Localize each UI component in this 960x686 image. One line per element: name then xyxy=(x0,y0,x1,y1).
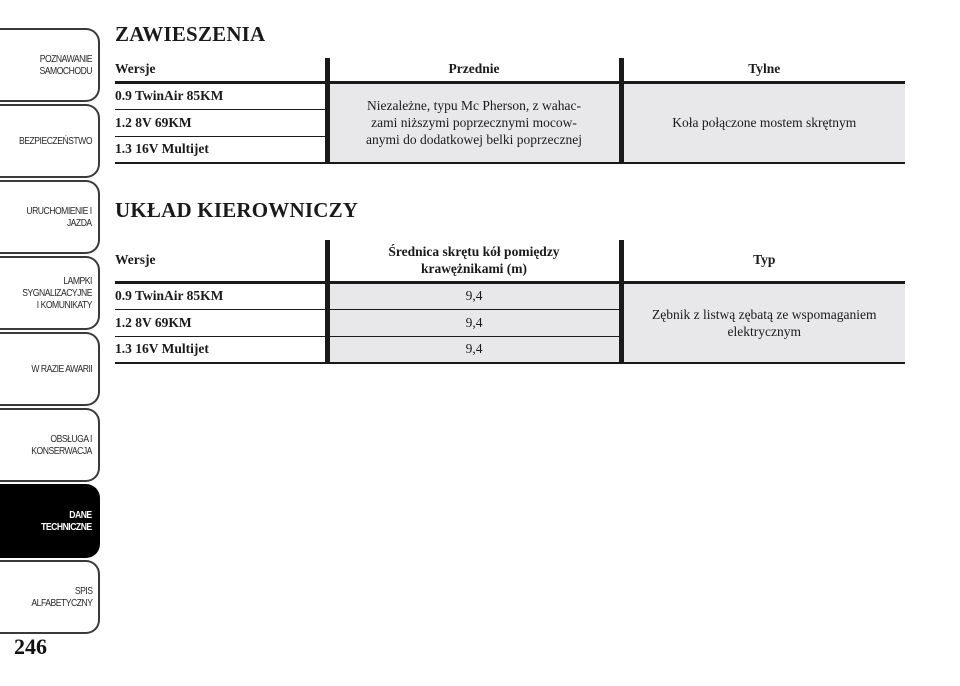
steering-type-cell: Zębnik z listwą zębatą ze wspomaganiem elektrycznym xyxy=(621,282,905,363)
tab-label: OBSŁUGA I KONSERWACJA xyxy=(31,433,92,457)
table-row xyxy=(115,82,905,109)
tab-label: DANE TECHNICZNE xyxy=(41,509,92,533)
tab-label: LAMPKI SYGNALIZACYJNE I KOMUNIKATY xyxy=(22,275,92,311)
header-tylne: Tylne xyxy=(621,58,905,82)
front-suspension-cell: Niezależne, typu Mc Pherson, z wahac- zami niższymi poprzecznymi mocow- anymi do dodatkowej belki poprzecznej xyxy=(327,82,621,163)
steering-table xyxy=(115,240,905,364)
diameter-cell: 9,4 xyxy=(327,309,621,336)
table-header-row xyxy=(115,58,905,82)
header-typ: Typ xyxy=(621,240,905,282)
header-wersje: Wersje xyxy=(115,252,156,268)
table-header-row xyxy=(115,240,905,282)
tab-bezpieczenstwo[interactable] xyxy=(0,104,100,178)
tab-label: BEZPIECZEŃSTWO xyxy=(18,135,92,147)
model-cell: 0.9 TwinAir 85KM xyxy=(115,288,224,303)
model-cell: 0.9 TwinAir 85KM xyxy=(115,88,224,103)
section-title-suspension: ZAWIESZENIA xyxy=(115,22,266,46)
table-row xyxy=(115,282,905,309)
tab-label: W RAZIE AWARII xyxy=(31,363,92,375)
diameter-cell: 9,4 xyxy=(327,282,621,309)
header-przednie: Przednie xyxy=(327,58,621,82)
model-cell: 1.3 16V Multijet xyxy=(115,141,209,157)
tab-spis-alfabetyczny[interactable] xyxy=(0,560,100,634)
tab-lampki-sygnalizacyjne[interactable] xyxy=(0,256,100,330)
model-cell: 1.3 16V Multijet xyxy=(115,341,209,357)
rear-suspension-cell: Koła połączone mostem skrętnym xyxy=(621,82,905,163)
tab-label: POZNAWANIE SAMOCHODU xyxy=(39,53,92,77)
tab-dane-techniczne[interactable] xyxy=(0,484,100,558)
page-number: 246 xyxy=(14,634,47,659)
model-cell: 1.2 8V 69KM xyxy=(115,114,192,130)
tab-label: SPIS ALFABETYCZNY xyxy=(30,585,92,609)
header-wersje: Wersje xyxy=(115,61,156,77)
tab-uruchomienie-i-jazda[interactable] xyxy=(0,180,100,254)
tab-w-razie-awarii[interactable] xyxy=(0,332,100,406)
diameter-cell: 9,4 xyxy=(327,336,621,363)
header-turning-diameter: Średnica skrętu kół pomiędzy krawężnikami (m) xyxy=(327,240,621,282)
tab-label: URUCHOMIENIE I JAZDA xyxy=(26,205,92,229)
section-title-steering: UKŁAD KIEROWNICZY xyxy=(115,198,359,222)
tab-poznawanie-samochodu[interactable] xyxy=(0,28,100,102)
suspension-table xyxy=(115,58,905,164)
model-cell: 1.2 8V 69KM xyxy=(115,314,192,330)
tab-obsluga-i-konserwacja[interactable] xyxy=(0,408,100,482)
